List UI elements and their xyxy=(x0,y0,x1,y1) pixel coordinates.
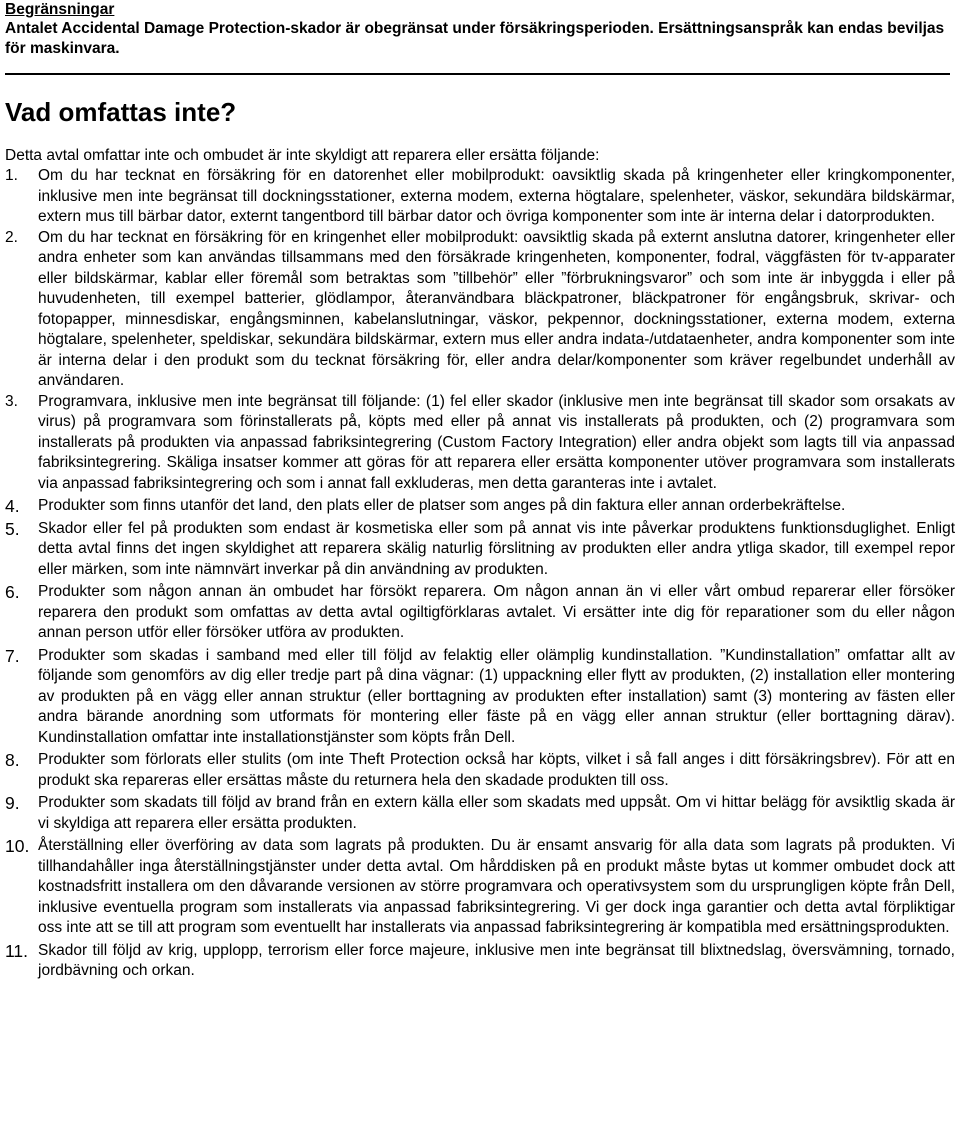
item-text: Produkter som skadas i samband med eller till följd av felaktig eller olämplig kundinstallation. ”Kundinstallation” omfattar allt av följande som genomförs av dig eller tredje part på dina vägnar: (1) uppackning eller flytt av produkten, (2) installation eller montering av produkten på en vägg eller annan struktur (eller borttagning av produkten efter installation) samt (3) montering av fästen eller andra bärande anordning som utformats för montering eller fäste på en vägg eller annan struktur (eller borttagning därav). Kundinstallation omfattar inte installationstjänster som köpts från Dell. xyxy=(38,646,955,746)
list-item xyxy=(5,582,955,644)
list-item xyxy=(5,941,955,982)
item-number: 6. xyxy=(5,582,20,602)
item-number: 4. xyxy=(5,496,20,516)
exclusions-list xyxy=(5,166,955,982)
item-text: Om du har tecknat en försäkring för en datorenhet eller mobilprodukt: oavsiktlig skada på kringenheter eller kringkomponenter, inklusive men inte begränsat till dockningsstationer, externa modem, externa högtalare, spelenheter, väskor, sekundära bildskärmar, extern mus till bärbar dator, externt tangentbord till bärbar dator och övriga komponenter som inte är interna delar i datorprodukten. xyxy=(38,167,955,225)
item-number: 8. xyxy=(5,750,20,770)
item-number: 10. xyxy=(5,836,30,856)
list-item xyxy=(5,836,955,939)
item-text: Produkter som förlorats eller stulits (om inte Theft Protection också har köpts, vilket i så fall anges i ditt försäkringsbrev). För att en produkt ska repareras eller ersättas måste du returnera hela den skadade produkten till oss. xyxy=(38,751,955,789)
item-number: 5. xyxy=(5,518,20,539)
item-text: Skador eller fel på produkten som endast är kosmetiska eller som på annat vis inte påverkar produktens funktionsduglighet. Enligt detta avtal finns det ingen skyldighet att reparera skälig naturlig förslitning av produkten eller andra ytliga skador, till exempel repor eller märken, som inte nämnvärt inverkar på din användning av produkten. xyxy=(38,519,955,578)
item-number: 11. xyxy=(5,940,29,961)
section-divider xyxy=(5,73,950,75)
list-item xyxy=(5,519,955,581)
exclusions-heading: Vad omfattas inte? xyxy=(5,97,237,127)
list-item xyxy=(5,166,955,228)
list-item xyxy=(5,793,955,834)
item-text: Återställning eller överföring av data som lagrats på produkten. Du är ensamt ansvarig för alla data som lagrats på produkten. Vi tillhandahåller inga återställningstjänster under detta avtal. Om hårddisken på en produkt måste bytas ut kommer ombudet dock att kostnadsfritt installera om den dåvarande versionen av större programvara och operativsystem som du ursprungligen köpte från Dell, inklusive eventuella program som installerats via anpassad fabriksintegrering. Vi ger dock inga garantier och detta avtal förpliktigar oss inte att se till att program som eventuellt har installerats via anpassad fabriksintegrering är kompatibla med ersättningsprodukten. xyxy=(38,837,955,936)
list-item xyxy=(5,496,955,517)
item-text: Produkter som skadats till följd av brand från en extern källa eller som skadats med uppsåt. Om vi hittar belägg för avsiktlig skada är vi skyldiga att reparera eller ersätta produkten. xyxy=(38,794,955,832)
item-text: Skador till följd av krig, upplopp, terrorism eller force majeure, inklusive men inte begränsat till blixtnedslag, översvämning, tornado, jordbävning och orkan. xyxy=(38,941,955,979)
limits-heading: Begränsningar xyxy=(5,1,115,18)
list-item xyxy=(5,228,955,392)
item-number: 2. xyxy=(5,228,18,246)
item-number: 7. xyxy=(5,645,20,666)
list-item xyxy=(5,392,955,495)
exclusions-lead: Detta avtal omfattar inte och ombudet är inte skyldigt att reparera eller ersätta följande: xyxy=(5,147,600,164)
item-number: 1. xyxy=(5,167,18,184)
limits-text: Antalet Accidental Damage Protection-skador är obegränsat under försäkringsperioden. Ersättningsanspråk kan endas beviljas för maskinvara. xyxy=(5,20,945,57)
list-item xyxy=(5,750,955,791)
item-text: Om du har tecknat en försäkring för en kringenhet eller mobilprodukt: oavsiktlig skada på externt anslutna datorer, kringenheter eller andra enheter som kan användas tillsammans med den försäkrade kringenheten, komponenter, fodral, väggfästen för tv-apparater eller bildskärmar, kablar eller föremål som betraktas som ”tillbehör” eller ”förbrukningsvaror” och som inte är inbyggda i eller på huvudenheten, till exempel batterier, glödlampor, återanvändbara bläckpatroner, bläckpatroner för engångsbruk, skrivar- och fotopapper, minnesdiskar, engångsminnen, kabelanslutningar, väskor, pekpennor, dockningsstationer, externa modem, externa högtalare, spelenheter, speldiskar, sekundära bildskärmar, extern mus eller andra indata-/utdataenheter, andra komponenter som inte är interna delar i den produkt som du tecknat försäkring för, eller andra delar/komponenter som kräver regelbundet underhåll av användaren. xyxy=(38,228,955,389)
item-text: Produkter som finns utanför det land, den plats eller de platser som anges på din faktura eller annan orderbekräftelse. xyxy=(38,497,846,514)
list-item xyxy=(5,646,955,749)
item-number: 9. xyxy=(5,793,20,813)
item-number: 3. xyxy=(5,392,18,410)
item-text: Produkter som någon annan än ombudet har försökt reparera. Om någon annan än vi eller vårt ombud reparerar eller försöker reparera den produkt som omfattas av detta avtal ogiltigförklaras avtalet. Vi ersätter inte dig för reparationer som du eller någon annan person utför eller försöker utföra av produkten. xyxy=(38,583,955,641)
item-text: Programvara, inklusive men inte begränsat till följande: (1) fel eller skador (inklusive men inte begränsat till skador som orsakats av virus) på programvara som förinstallerats på, köpts med eller på annat vis installerats på produkten, och (2) programvara som installerats på produkten via anpassad fabriksintegrering (Custom Factory Integration) eller andra objekt som lagts till via anpassad fabriksintegrering. Skäliga insatser kommer att göras för att reparera eller ersätta komponenter utöver programvara som installerats via anpassad fabriksintegrering och som i annat fall exkluderas, men detta garanteras inte i avtalet. xyxy=(38,392,955,492)
